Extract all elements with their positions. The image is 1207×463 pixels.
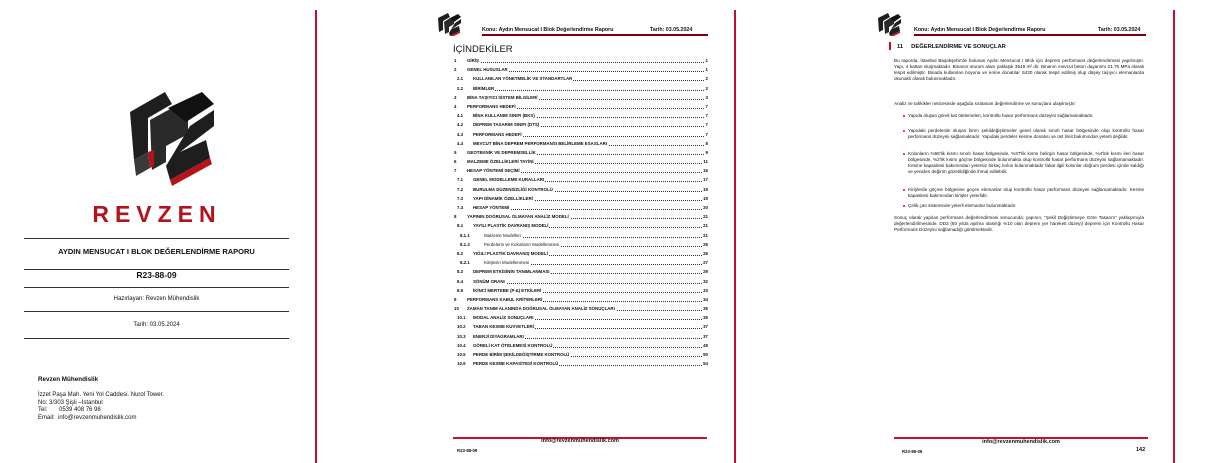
toc-entry[interactable] xyxy=(454,231,708,240)
toc-entry-number: 10.2 xyxy=(457,324,466,330)
toc-entry-number: 10.5 xyxy=(457,352,466,357)
company-block xyxy=(38,376,164,422)
toc-entry-page: 1 xyxy=(705,58,708,63)
toc-entry-number: 2 xyxy=(454,67,457,73)
toc-entry-number: 10.4 xyxy=(457,342,466,348)
toc-entry[interactable] xyxy=(454,203,708,212)
toc-entry-title: HESAP YÖNTEMİ xyxy=(473,205,510,210)
toc-entry[interactable] xyxy=(454,212,708,221)
toc-entry-page: 25 xyxy=(703,241,708,247)
section-heading xyxy=(889,42,1006,50)
bullet-icon xyxy=(903,205,905,207)
toc-entry-number: 4 xyxy=(454,103,457,109)
toc-entry-page: 1 xyxy=(705,67,708,73)
toc-entry-page: 20 xyxy=(703,205,708,210)
toc-entry-title: YIĞILI PLASTİK DAVRANIŞ MODELİ xyxy=(473,250,548,256)
toc-entry[interactable] xyxy=(454,267,708,276)
bullet-item: Kolonların %58'lik kısmı sınırlı hasar bölgesinde, %37'lik kısmı belirgin hasar bölgesinde, %4'lük kısmı ileri hasar bölgesinde, %2'lik kısmı göçme bölgesinde bulunmakta olup kontrollü hasar performans düzeyini sağlamamaktadır. Kesme kapasitesi bakımından yetersiz birkaç kolon bulunmaktadır fakat ilgili kolonlar doğrum perdesi içinde kaldığı ve yeniden değirim gözetildiğinde ihmal edilebilir. xyxy=(908,151,1144,175)
section-title: DEĞERLENDİRME VE SONUÇLAR xyxy=(911,44,1006,50)
bullet-item: Yapıda oluşan göreli kat ötelemeleri, kontrollü hasar performans düzeyini sağlamamaktadır. xyxy=(908,113,1144,119)
toc-dot-leader xyxy=(474,90,704,91)
toc-entry-title: GÖRELİ KAT ÖTELEMESİ KONTROLÜ xyxy=(473,342,553,348)
page-header xyxy=(436,12,736,34)
toc-entry-number: 10.1 xyxy=(457,315,466,321)
toc-entry-number: 5 xyxy=(454,149,457,155)
bullet-icon xyxy=(903,189,905,191)
phone: Tel: 0539 408 76 98 xyxy=(38,407,101,413)
toc-entry[interactable] xyxy=(454,359,708,368)
brand-name: REVZEN xyxy=(92,201,222,227)
toc-entry-page: 2 xyxy=(705,76,708,82)
toc-entry[interactable] xyxy=(454,286,708,295)
toc-title: İÇİNDEKİLER xyxy=(453,44,513,55)
report-title: AYDIN MENSUCAT I BLOK DEĞERLENDİRME RAPORU xyxy=(58,247,255,256)
report-code: R23-88-09 xyxy=(136,270,177,280)
conclusion-paragraph: Sonuç olarak yapılan performans değerlendirmesi sonucunda; yapının, "Şekil Değiştirmeye Göre Tasarım" yaklaşımıyla değerlendirilmesinde, DD2 (50 yılda aşılma olasılığı %10 olan deprem yer hareketi düzeyi) depremi için Kontrollü Hasar Performans Düzeyini sağlamadığı görülmektedir. xyxy=(894,215,1144,233)
page-number: 142 xyxy=(1136,447,1146,453)
address-line: No: 3/303 Şişli –İstanbul xyxy=(38,399,103,406)
address-line: İzzet Paşa Mah. Yeni Yol Caddesi. Nurol Tower. xyxy=(38,392,164,398)
toc-entry-title: DEPREM ETKİSİNİN TANIMLANMASI xyxy=(473,269,550,275)
toc-entry[interactable] xyxy=(454,74,708,83)
toc-entry-page: 50 xyxy=(703,352,708,357)
toc-entry[interactable] xyxy=(454,258,708,267)
toc-entry-number: 8.2 xyxy=(457,250,464,256)
prepared-by: Hazırlayan: Revzen Mühendislik xyxy=(113,296,200,302)
toc-entry-number: 6 xyxy=(454,159,457,165)
toc-entry-number: 8 xyxy=(454,214,457,220)
toc-entry-page: 33 xyxy=(703,287,708,293)
divider xyxy=(24,287,289,288)
toc-entry-title: PERFORMANS HEDEFİ xyxy=(473,131,522,137)
toc-entry[interactable] xyxy=(454,240,708,249)
toc-entry-title: MODAL ANALİZ SONUÇLARI xyxy=(473,315,534,321)
toc-entry-page: 37 xyxy=(703,333,708,339)
toc-entry-title: BİRİMLER xyxy=(473,85,495,91)
bullet-item: Yapıdaki perdelerde oluşan birim şekildeğiştirmeler genel olarak sınırlı hasar bölgesinde olup kontrollü hasar performans düzeyini sağlamaktadır. Yapıdaki perdeler kesme donatısı ve üst limit bakımından yeterli değildir. xyxy=(908,128,1144,140)
toc-entry[interactable] xyxy=(454,93,708,102)
toc-entry-page: 7 xyxy=(705,131,708,137)
toc-entry-title: GİRİŞ xyxy=(467,58,479,63)
toc-entry-title: GENEL MODELLEME KURALLARI xyxy=(473,177,545,183)
header-rule xyxy=(914,34,1146,36)
toc-entry-title: GENEL HUSUSLAR xyxy=(467,67,508,73)
toc-entry[interactable] xyxy=(454,157,708,166)
toc-entry-number: 8.1 xyxy=(457,223,464,229)
toc-dot-leader xyxy=(468,62,704,63)
toc-entry[interactable] xyxy=(454,350,708,359)
lead-paragraph: Analiz ve tahkikler neticesinde aşağıda sıralanan değerlendirme ve sonuçlara ulaşılmıştır: xyxy=(894,101,1077,106)
header-rule xyxy=(482,34,708,36)
divider xyxy=(24,311,289,312)
toc-page xyxy=(436,0,736,463)
toc-entry-page: 54 xyxy=(703,361,708,367)
toc-entry[interactable] xyxy=(454,277,708,286)
heading-accent xyxy=(889,42,891,50)
toc-entry-number: 8.4 xyxy=(457,278,464,284)
toc-entry-page: 7 xyxy=(705,103,708,109)
revzen-logo xyxy=(110,82,230,192)
toc-entry[interactable] xyxy=(454,166,708,175)
toc-entry-page: 8 xyxy=(705,140,708,146)
toc-entry-title: KULLANILAN YÖNETMELİK VE STANDARTLAR xyxy=(473,76,573,82)
toc-entry-title: ZAMAN TANIM ALANINDA DOĞRUSAL OLMAYAN ANALİZ SONUÇLARI xyxy=(467,306,615,312)
footer-code: R23-88-09 xyxy=(457,448,478,453)
header-subject: Konu: Aydın Mensucat I Blok Değerlendirme Raporu xyxy=(914,27,1046,33)
toc-entry-page: 11 xyxy=(703,159,708,165)
toc-entry[interactable] xyxy=(454,221,708,230)
toc-entry-title: BİNA TAŞIYICI SİSTEM BİLGİLERİ xyxy=(467,94,538,100)
toc-entry-page: 21 xyxy=(703,223,708,229)
toc-entry[interactable] xyxy=(454,120,708,129)
toc-list xyxy=(454,56,708,368)
toc-entry-page: 27 xyxy=(703,260,708,266)
toc-entry-title: MEVCUT BİNA DEPREM PERFORMANSI BELİRLEME ESASLARI xyxy=(473,140,608,146)
toc-entry-number: 10 xyxy=(454,306,459,312)
toc-entry-title: MALZEME ÖZELLİKLERİ TAYİNİ xyxy=(467,159,534,165)
toc-entry-page: 3 xyxy=(705,94,708,100)
toc-entry-title: GEOTEKNİK VE DEPREMSELLİK xyxy=(467,149,536,155)
toc-entry-page: 29 xyxy=(703,269,708,275)
toc-entry-number: 7 xyxy=(454,168,457,174)
section-number: 11 xyxy=(897,44,904,50)
toc-entry-page: 16 xyxy=(703,168,708,174)
toc-entry-number: 8.2.1 xyxy=(460,260,470,266)
toc-entry[interactable] xyxy=(454,175,708,184)
toc-entry-page: 35 xyxy=(703,315,708,321)
toc-entry-title: Perdelerin ve Kolonların Modellenmesi xyxy=(484,241,560,247)
toc-entry-number: 3 xyxy=(454,94,457,100)
toc-entry[interactable] xyxy=(454,139,708,148)
toc-entry-page: 35 xyxy=(703,306,708,312)
toc-entry[interactable] xyxy=(454,304,708,313)
toc-entry[interactable] xyxy=(454,148,708,157)
content-page xyxy=(872,0,1172,463)
toc-entry-number: 4.1 xyxy=(457,113,464,119)
header-logo-icon xyxy=(876,12,904,36)
footer-code: R23-88-09 xyxy=(902,449,923,454)
toc-entry[interactable] xyxy=(454,295,708,304)
toc-entry-number: 2.2 xyxy=(457,85,464,91)
toc-entry-number: 9 xyxy=(454,296,457,302)
toc-entry-number: 4.2 xyxy=(457,122,464,128)
toc-entry-page: 34 xyxy=(703,296,708,302)
page-edge-red xyxy=(1173,10,1175,463)
toc-entry-number: 8.3 xyxy=(457,269,464,275)
email: Email: info@revzenmuhendislik.com xyxy=(38,414,137,421)
toc-entry-number: 1 xyxy=(454,58,457,63)
toc-entry-title: PERDE BİRİM ŞEKİLDEĞİŞTİRME KONTROLÜ xyxy=(473,352,570,357)
header-subject: Konu: Aydın Mensucat I Blok Değerlendirme Raporu xyxy=(482,27,614,33)
toc-entry-page: 21 xyxy=(703,232,708,238)
header-date: Tarih: 03.05.2024 xyxy=(1098,27,1141,33)
toc-entry-title: ENERJİ DİYAGRAMLARI xyxy=(473,333,524,339)
toc-entry-title: PERFORMANS HEDEFİ xyxy=(467,103,516,109)
toc-entry-title: SÖNÜM ORANI xyxy=(473,278,505,284)
cover-page xyxy=(0,0,314,463)
toc-entry-page: 32 xyxy=(703,278,708,284)
toc-entry-number: 7.2 xyxy=(457,186,464,192)
bullet-item: Çelik çatı sisteminde yeterli elemanlar bulunmaktadır. xyxy=(908,203,1144,209)
toc-entry-page: 7 xyxy=(705,122,708,128)
toc-entry[interactable] xyxy=(454,322,708,331)
footer-email: info@revzenmuhendislik.com xyxy=(982,439,1060,445)
toc-entry-title: YAPININ DOĞRUSAL OLMAYAN ANALİZ MODELİ xyxy=(467,214,569,220)
toc-entry-number: 2.1 xyxy=(457,76,464,82)
toc-entry-page: 2 xyxy=(705,85,708,91)
divider xyxy=(24,338,289,339)
footer-email: info@revzenmuhendislik.com xyxy=(541,438,619,444)
toc-entry[interactable] xyxy=(454,249,708,258)
bullet-item: Kirişlerde göçme bölgesine geçen elemanlar olup kontrollü hasar performans düzeyini sağlamamaktadır. Kesme kapasitesi bakımından kirişler yeterlidir. xyxy=(908,187,1144,199)
toc-dot-leader xyxy=(474,283,704,284)
toc-entry-title: BİNA KULLANIM SINIFI (BKS) xyxy=(473,113,535,119)
cover-date: Tarih: 03.05.2024 xyxy=(133,322,180,328)
toc-entry-number: 7.1 xyxy=(457,177,464,183)
toc-entry[interactable] xyxy=(454,341,708,350)
header-logo-icon xyxy=(436,12,464,36)
toc-entry-page: 26 xyxy=(703,250,708,256)
toc-entry-title: HESAP YÖNTEMİ SEÇİMİ xyxy=(467,168,520,174)
toc-entry-title: DEPREM TASARIM SINIFI (DTS) xyxy=(473,122,540,128)
toc-entry[interactable] xyxy=(454,56,708,65)
toc-entry[interactable] xyxy=(454,332,708,341)
toc-entry-number: 4.3 xyxy=(457,131,464,137)
intro-paragraph: Bu raporda, İstanbul Başakşehir'de bulunan Aydın Mensucat I Blok için deprem performans değerlendirmesi yapılmıştır. Yapı, 4 kattan oluşmaktadır. Binanın oturum alanı yaklaşık 3548 m² dir. Binanın mevcut beton dayanımı 21.75 MPa olarak tespit edilmiştir. Binada kullanılan boyuna ve enine donatılar S420 olarak tespit edilmiş olup düşey taşıyıcı elemanlarda okunaklı olarak bulunmaktadır. xyxy=(894,58,1144,82)
toc-entry-page: 9 xyxy=(705,149,708,155)
page-header xyxy=(872,12,1172,34)
toc-entry-page: 19 xyxy=(703,195,708,201)
toc-entry[interactable] xyxy=(454,194,708,203)
toc-entry-title: İKİNCİ MERTEBE (P-∆) ETKİLERİ xyxy=(473,287,542,293)
toc-entry-title: PERFORMANS KABUL KRİTERLERİ xyxy=(467,296,543,302)
toc-entry[interactable] xyxy=(454,111,708,120)
bullet-icon xyxy=(903,153,905,155)
toc-entry-page: 21 xyxy=(703,214,708,220)
company-name: Revzen Mühendislik xyxy=(38,376,99,383)
toc-entry[interactable] xyxy=(454,313,708,322)
toc-entry[interactable] xyxy=(454,102,708,111)
toc-entry-page: 17 xyxy=(703,177,708,183)
toc-entry-page: 19 xyxy=(703,186,708,192)
page-edge-red xyxy=(734,10,736,463)
bullet-icon xyxy=(903,130,905,132)
toc-entry[interactable] xyxy=(454,65,708,74)
toc-entry[interactable] xyxy=(454,84,708,93)
toc-entry-number: 4.4 xyxy=(457,140,464,146)
toc-entry-number: 8.1.2 xyxy=(460,241,470,247)
header-date: Tarih: 03.05.2024 xyxy=(650,27,693,33)
toc-entry-page: 7 xyxy=(705,113,708,119)
toc-entry-number: 8.5 xyxy=(457,287,464,293)
bullet-icon xyxy=(903,115,905,117)
toc-entry-number: 10.6 xyxy=(457,361,466,367)
toc-entry-title: YAPI DİNAMİK ÖZELLİKLERİ xyxy=(473,195,533,201)
toc-entry[interactable] xyxy=(454,130,708,139)
toc-entry-title: TABAN KESME KUVVETLERİ xyxy=(473,324,534,330)
toc-entry-number: 7.3 xyxy=(457,195,464,201)
toc-entry-title: Kirişlerin Modellenmesi xyxy=(484,260,530,266)
toc-entry-title: YAYILI PLASTİK DAVRANIŞ MODELİ xyxy=(473,223,549,229)
toc-entry-title: PERDE KESME KAPASİTESİ KONTROLÜ xyxy=(473,361,559,367)
toc-entry-number: 10.3 xyxy=(457,333,466,339)
toc-entry-number: 8.1.1 xyxy=(460,232,470,238)
toc-entry[interactable] xyxy=(454,185,708,194)
toc-entry-title: Malzeme Modelleri xyxy=(484,232,521,238)
page-edge-red xyxy=(315,10,317,463)
toc-entry-page: 37 xyxy=(703,324,708,330)
toc-entry-number: 7.4 xyxy=(457,205,464,210)
toc-entry-page: 49 xyxy=(703,342,708,348)
toc-entry-title: BURULMA DÜZENSİZLİĞİ KONTROLÜ xyxy=(473,186,553,192)
